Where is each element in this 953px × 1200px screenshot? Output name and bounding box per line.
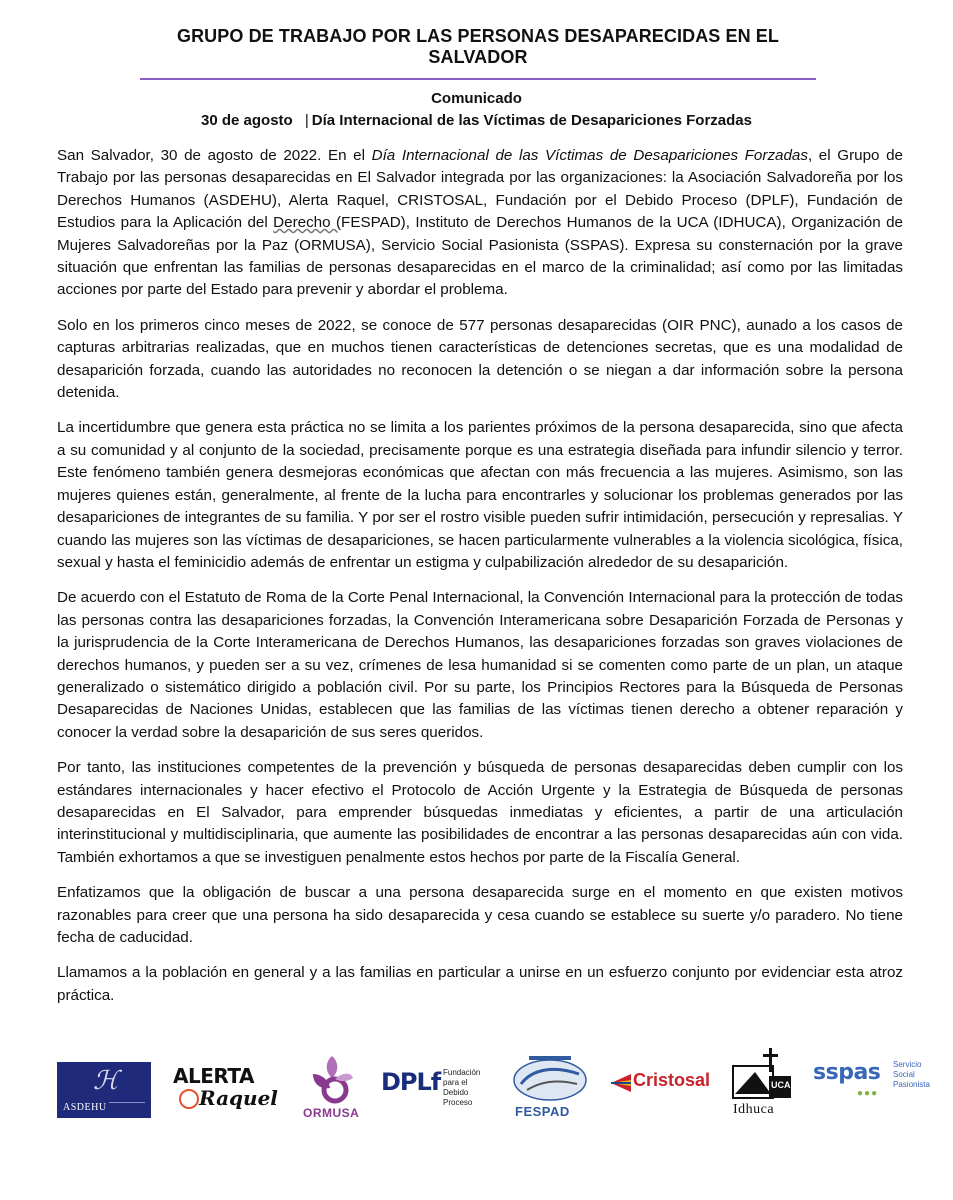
communique-label: Comunicado	[431, 90, 522, 107]
idhuca-uca-mark: UCA	[771, 1080, 791, 1090]
paragraph-6: Enfatizamos que la obligación de buscar a una persona desaparecida surge en el momento en que existen motivos razonables para creer que una persona ha sido desaparecida y cesa cuando se establece su suerte y/o paradero. No tiene fecha de caducidad.	[57, 884, 903, 946]
sspas-caption-2: Social	[893, 1070, 915, 1079]
communique-event: Día Internacional de las Víctimas de Desapariciones Forzadas	[311, 112, 752, 129]
document-header	[140, 26, 816, 80]
sspas-caption	[893, 1060, 930, 1090]
alerta-raquel-logo	[173, 1066, 277, 1116]
fespad-name: FESPAD	[515, 1104, 570, 1119]
idhuca-cross-icon	[729, 1048, 795, 1100]
sspas-caption-3: Pasionista	[893, 1080, 930, 1089]
p1-text-b: , el Grupo de Trabajo por las personas desaparecidas en El Salvador integrada por las organizaciones: la Asociación Salvadoreña por los Derechos Humanos (ASDEHU), Alerta Raquel, CRISTOSAL, Fundación por el Debido Proceso (DPLF), Fundación de Estudios para la Aplicación del	[57, 147, 903, 232]
ormusa-flower-icon	[299, 1052, 365, 1104]
sspas-caption-1: Servicio	[893, 1060, 922, 1069]
dplf-caption	[443, 1068, 491, 1108]
fespad-logo	[509, 1054, 591, 1120]
communique-date: 30 de agosto	[201, 112, 293, 129]
paragraph-5: Por tanto, las instituciones competentes de la prevención y búsqueda de personas desaparecidas deben cumplir con los estándares internacionales y hacer efectivo el Protocolo de Acción Urgente y la Estrategia de Búsqueda de personas desaparecidas en El Salvador, para emprender búsquedas inmediatas y eficientes, a partir de una articulación interinstitucional y multidisciplinaria, que aumente las posibilidades de encontrar a las personas desaparecidas aún con vida. También exhortamos a que se investiguen penalmente estos hechos por parte de la Fiscalía General.	[57, 759, 903, 866]
idhuca-logo	[729, 1048, 795, 1120]
idhuca-name: Idhuca	[733, 1102, 775, 1117]
paragraph-3: La incertidumbre que genera esta práctica no se limita a los parientes próximos de la persona desaparecida, sino que afecta a su comunidad y al conjunto de la sociedad, precisamente porque es una estrategia diseñada para infundir silencio y terror. Este fenómeno también genera desmejoras económicas que afectan con más frecuencia a las mujeres. Asimismo, son las mujeres quienes están, generalmente, al frente de la lucha para encontrarles y solucionar los problemas generados por las desapariciones de integrantes de su familia. Y por ser el rostro visible pueden sufrir intimidación, persecución y represalias. Y cuando las mujeres son las víctimas de desapariciones, se hacen particularmente vulnerables a la violencia sicológica, física, sexual y hasta el feminicidio además de enfrentar un estigma y culpabilización alrededor de su desaparición.	[57, 419, 903, 571]
sspas-logo	[813, 1060, 930, 1100]
communique-subtitle	[0, 110, 953, 132]
cristosal-flag-icon	[609, 1072, 633, 1094]
fespad-emblem-icon	[509, 1054, 591, 1102]
p1-text-a: San Salvador, 30 de agosto de 2022. En el	[57, 147, 372, 164]
dplf-caption-3: Proceso	[443, 1098, 473, 1107]
raquel-word: Raquel	[199, 1086, 278, 1110]
dplf-logo	[381, 1066, 491, 1106]
dplf-caption-2: para el Debido	[443, 1078, 469, 1097]
asdehu-logo	[57, 1062, 151, 1118]
cristosal-name: Cristosal	[633, 1070, 711, 1090]
document-body	[57, 145, 903, 1020]
paragraph-1	[57, 145, 903, 302]
p1-text-c: FESPAD), Instituto de Derechos Humanos de la UCA (IDHUCA), Organización de Mujeres Salvadoreñas por la Paz (ORMUSA), Servicio Social Pasionista (SSPAS). Expresa su consternación por la grave situación que enfrentan las familias de personas desaparecidas en el marco de la criminalidad; así como por las limitadas acciones por parte del Estado para prevenir y abordar el problema.	[57, 214, 903, 299]
sspas-name: sspas	[813, 1060, 881, 1085]
asdehu-name: ASDEHU	[63, 1102, 107, 1113]
alerta-word: ALERTA	[173, 1064, 254, 1088]
asdehu-monogram-icon: ℋ	[93, 1066, 119, 1095]
ormusa-name: ORMUSA	[303, 1106, 360, 1120]
dplf-mark: DPLf	[381, 1068, 441, 1096]
paragraph-2: Solo en los primeros cinco meses de 2022, se conoce de 577 personas desaparecidas (OIR PNC), aunado a los casos de capturas arbitrarias realizadas, que en muchos tienen características de detenciones secretas, que es una modalidad de desaparición forzada, cuando las autoridades no reconocen la detención o se niegan a dar información sobre la persona detenida.	[57, 316, 903, 402]
paragraph-4: De acuerdo con el Estatuto de Roma de la Corte Penal Internacional, la Convención Internacional para la protección de todas las personas contra las desapariciones forzadas, la Convención Interamericana sobre Desaparición Forzada de Personas y la jurisprudencia de la Corte Interamericana de Derechos Humanos, las desapariciones forzadas son graves violaciones de derechos humanos, y pueden ser a su vez, crímenes de lesa humanidad si se comenten como parte de un plan, un ataque generalizado o sistemático dirigido a población civil. Por su parte, los Principios Rectores para la Búsqueda de Personas Desaparecidas de Naciones Unidas, establecen que las familias de las víctimas tienen derecho a obtener reparación y conocer la verdad sobre la desaparición de sus seres queridos.	[57, 589, 903, 741]
alerta-face-icon	[179, 1089, 199, 1109]
paragraph-7: Llamamos a la población en general y a las familias en particular a unirse en un esfuerzo conjunto por evidenciar esta atroz práctica.	[57, 964, 903, 1004]
cristosal-logo	[609, 1068, 709, 1098]
communique-heading	[0, 88, 953, 132]
header-divider	[140, 78, 816, 80]
asdehu-subtext	[109, 1102, 145, 1113]
ormusa-logo	[299, 1052, 365, 1122]
document-title: GRUPO DE TRABAJO POR LAS PERSONAS DESAPARECIDAS EN EL SALVADOR	[176, 26, 780, 67]
sspas-dots-icon: ●●●	[857, 1088, 879, 1099]
organization-logos	[57, 1048, 930, 1123]
p1-underlined-word: Derecho (	[273, 214, 342, 232]
communique-separator: |	[304, 112, 309, 129]
dplf-caption-1: Fundación	[443, 1068, 481, 1077]
p1-italic-event: Día Internacional de las Víctimas de Desapariciones Forzadas	[371, 147, 808, 164]
